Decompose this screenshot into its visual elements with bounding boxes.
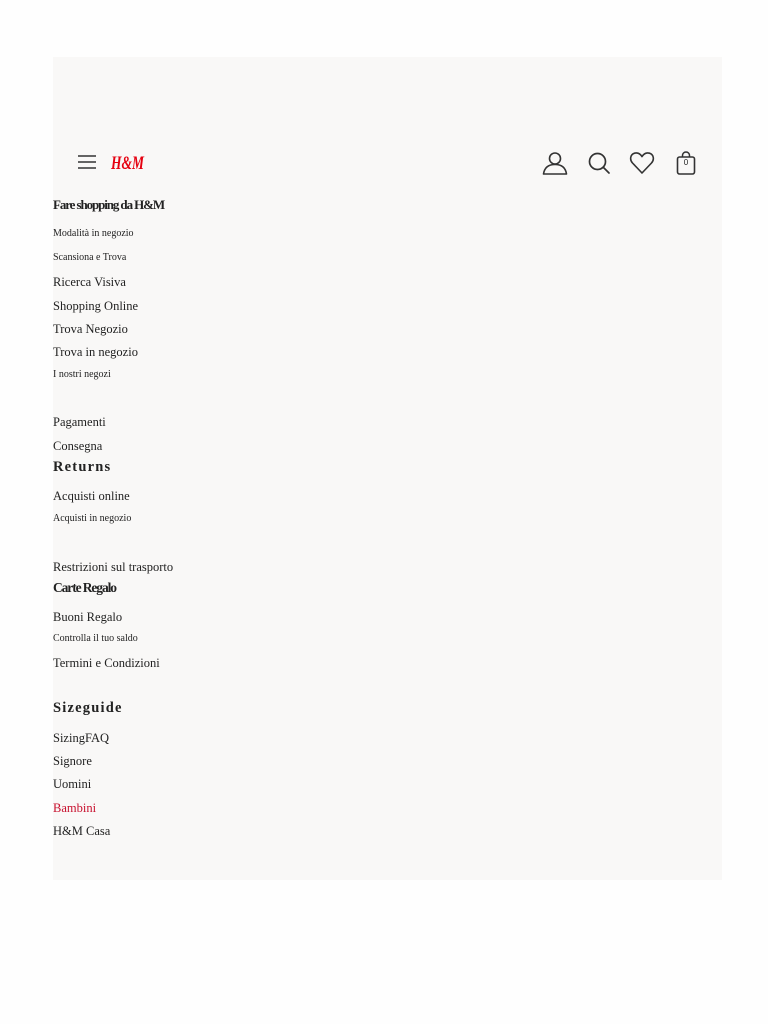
nav-link-payments[interactable]: Pagamenti bbox=[53, 415, 106, 429]
nav-link-in-store-modes[interactable]: Modalità in negozio bbox=[53, 228, 134, 239]
nav-link-shipping-restrictions[interactable]: Restrizioni sul trasporto bbox=[53, 560, 174, 574]
nav-link-sizing-faq[interactable]: SizingFAQ bbox=[53, 731, 110, 745]
nav-link-our-stores[interactable]: I nostri negozi bbox=[53, 369, 111, 380]
logo-text: H&M bbox=[110, 153, 145, 174]
nav-link-visual-search[interactable]: Ricerca Visiva bbox=[53, 275, 126, 289]
bag-icon[interactable] bbox=[672, 149, 700, 177]
search-icon[interactable] bbox=[585, 149, 613, 177]
hamburger-icon[interactable] bbox=[76, 152, 98, 172]
nav-link-kids[interactable]: Bambini bbox=[53, 801, 97, 815]
nav-link-online-purchases[interactable]: Acquisti online bbox=[53, 489, 130, 503]
site-header bbox=[53, 147, 722, 179]
nav-link-store-purchases[interactable]: Acquisti in negozio bbox=[53, 513, 132, 524]
section-heading-gift-cards: Carte Regalo bbox=[53, 580, 116, 595]
nav-link-delivery[interactable]: Consegna bbox=[53, 439, 103, 453]
hm-logo[interactable] bbox=[110, 148, 146, 176]
nav-link-men[interactable]: Uomini bbox=[53, 777, 92, 791]
favourites-icon[interactable] bbox=[628, 149, 656, 177]
account-icon[interactable] bbox=[541, 149, 569, 177]
nav-link-women[interactable]: Signore bbox=[53, 754, 92, 768]
nav-link-home[interactable]: H&M Casa bbox=[53, 824, 111, 838]
nav-link-terms[interactable]: Termini e Condizioni bbox=[53, 656, 160, 670]
bag-count-badge: 0 bbox=[683, 158, 689, 167]
navigation-panel bbox=[53, 57, 722, 880]
nav-link-find-store[interactable]: Trova Negozio bbox=[53, 322, 128, 336]
section-heading-returns: Returns bbox=[53, 459, 112, 475]
nav-link-scan-find[interactable]: Scansiona e Trova bbox=[53, 252, 127, 263]
nav-link-check-balance[interactable]: Controlla il tuo saldo bbox=[53, 633, 138, 644]
section-heading-shopping: Fare shopping da H&M bbox=[53, 197, 165, 212]
section-heading-sizeguide: Sizeguide bbox=[53, 700, 123, 716]
nav-link-gift-vouchers[interactable]: Buoni Regalo bbox=[53, 610, 123, 624]
nav-link-online-shopping[interactable]: Shopping Online bbox=[53, 299, 139, 313]
nav-link-find-in-store[interactable]: Trova in negozio bbox=[53, 345, 138, 359]
